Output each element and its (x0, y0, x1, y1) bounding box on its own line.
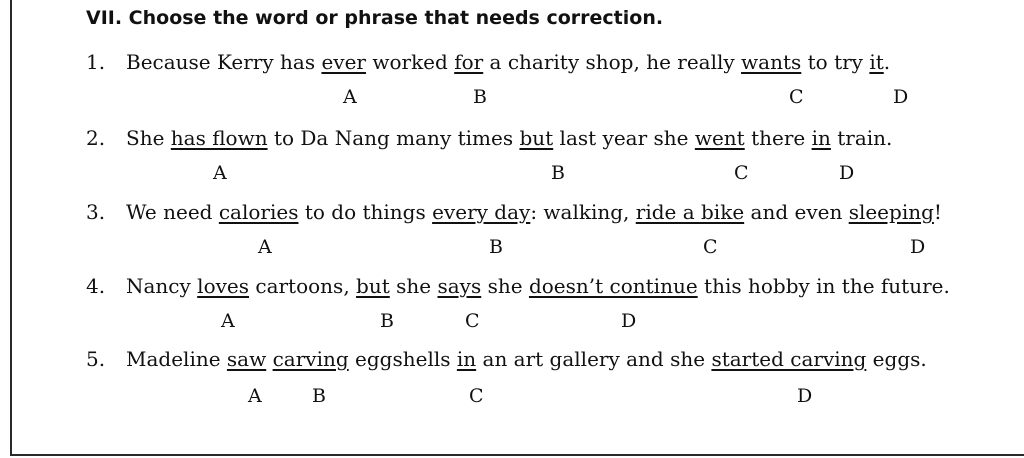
option-c-phrase: says (437, 274, 482, 298)
sentence-text: We need (126, 200, 219, 224)
sentence-text: : walking, (530, 200, 636, 224)
option-b-label: B (380, 310, 394, 332)
sentence-text: she (481, 274, 529, 298)
question-number: 1. (86, 50, 106, 74)
option-a-phrase: calories (218, 200, 299, 224)
option-c-phrase: in (456, 347, 477, 371)
option-d-phrase: it (869, 50, 884, 74)
option-b-phrase: but (356, 274, 390, 298)
option-a-phrase: saw (226, 347, 267, 371)
sentence-text: worked (365, 50, 455, 74)
option-b-phrase: every day (432, 200, 531, 224)
option-d-label: D (910, 236, 926, 258)
sentence-text: . (883, 50, 891, 74)
option-a-phrase: ever (321, 50, 366, 74)
option-a-label: A (248, 385, 262, 407)
option-d-label: D (839, 162, 855, 184)
sentence-text: to Da Nang many times (267, 126, 520, 150)
sentence-text: Nancy (126, 274, 198, 298)
option-d-phrase: doesn’t continue (528, 274, 698, 298)
sentence-text: cartoons, (249, 274, 357, 298)
sentence-text: eggs. (866, 347, 927, 371)
sentence-text: a charity shop, he really (483, 50, 742, 74)
option-a-label: A (343, 86, 357, 108)
option-c-label: C (789, 86, 804, 108)
option-d-label: D (893, 86, 909, 108)
sentence-text: she (389, 274, 438, 298)
option-c-label: C (703, 236, 718, 258)
option-b-label: B (551, 162, 565, 184)
option-d-phrase: started carving (711, 347, 867, 371)
sentence-text: ! (933, 200, 942, 224)
option-c-label: C (469, 385, 484, 407)
option-a-phrase: loves (197, 274, 250, 298)
question-number: 4. (86, 274, 106, 298)
option-b-label: B (489, 236, 503, 258)
option-c-label: C (734, 162, 749, 184)
option-a-label: A (221, 310, 235, 332)
question-5 (86, 347, 927, 371)
sentence-text: last year she (553, 126, 695, 150)
sentence-text: and even (744, 200, 849, 224)
option-b-label: B (473, 86, 487, 108)
option-b-label: B (312, 385, 326, 407)
option-a-label: A (258, 236, 272, 258)
option-c-label: C (465, 310, 480, 332)
question-number: 3. (86, 200, 106, 224)
question-4 (86, 274, 950, 298)
section-heading: VII. Choose the word or phrase that needs correction. (86, 7, 664, 29)
option-d-phrase: sleeping (848, 200, 934, 224)
sentence-text: this hobby in the future. (697, 274, 950, 298)
question-number: 2. (86, 126, 106, 150)
question-1 (86, 50, 890, 74)
sentence-text: Madeline (126, 347, 227, 371)
option-c-phrase: went (694, 126, 745, 150)
sentence-text: there (744, 126, 812, 150)
option-b-phrase: but (519, 126, 554, 150)
sentence-text: She (126, 126, 171, 150)
question-3 (86, 200, 942, 224)
sentence-text: Because Kerry has (126, 50, 322, 74)
option-d-label: D (621, 310, 637, 332)
sentence-text: to do things (298, 200, 433, 224)
option-a-label: A (213, 162, 227, 184)
option-d-phrase: in (811, 126, 831, 150)
question-2 (86, 126, 892, 150)
option-a-phrase: has flown (170, 126, 268, 150)
sentence-text: to try (801, 50, 870, 74)
option-d-label: D (797, 385, 813, 407)
sentence-text: an art gallery and she (476, 347, 712, 371)
option-b-phrase: carving (272, 347, 349, 371)
sentence-text: train. (830, 126, 893, 150)
question-number: 5. (86, 347, 106, 371)
option-c-phrase: wants (741, 50, 802, 74)
option-b-phrase: for (454, 50, 484, 74)
option-c-phrase: ride a bike (635, 200, 745, 224)
sentence-text: eggshells (348, 347, 457, 371)
